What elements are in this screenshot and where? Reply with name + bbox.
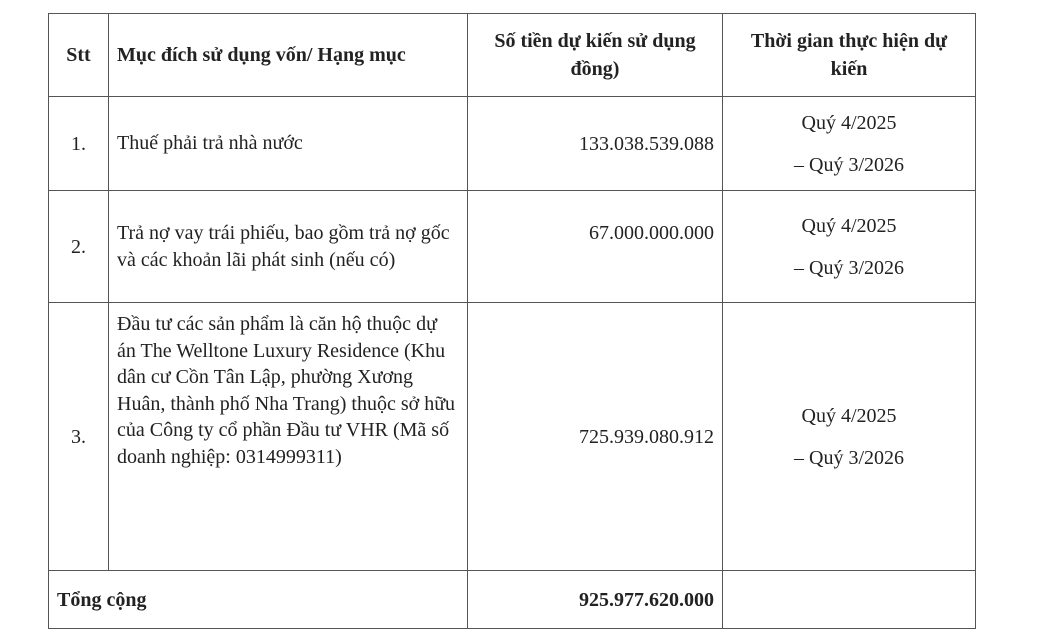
time-from: Quý 4/2025 <box>801 404 897 427</box>
time-to: – Quý 3/2026 <box>794 256 904 279</box>
row-stt: 1. <box>49 97 109 191</box>
row-purpose: Thuế phải trả nhà nước <box>109 97 468 191</box>
table-row <box>49 191 976 303</box>
total-amount: 925.977.620.000 <box>468 571 723 629</box>
total-row <box>49 571 976 629</box>
header-stt: Stt <box>49 14 109 97</box>
row-stt: 2. <box>49 191 109 303</box>
table-row <box>49 97 976 191</box>
capital-usage-table <box>48 13 976 629</box>
total-time-empty <box>723 571 976 629</box>
row-purpose: Đầu tư các sản phẩm là căn hộ thuộc dự án The Welltone Luxury Residence (Khu dân cư Cồn Tân Lập, phường Xương Huân, thành phố Nha Trang) thuộc sở hữu của Công ty cổ phần Đầu tư VHR (Mã số doanh nghiệp: 0314999311) <box>109 303 468 571</box>
total-label: Tổng cộng <box>49 571 468 629</box>
row-time <box>723 303 976 571</box>
header-time: Thời gian thực hiện dự kiến <box>723 14 976 97</box>
table-header-row <box>49 14 976 97</box>
row-purpose: Trả nợ vay trái phiếu, bao gồm trả nợ gốc và các khoản lãi phát sinh (nếu có) <box>109 191 468 303</box>
table-row <box>49 303 976 571</box>
time-to: – Quý 3/2026 <box>794 153 904 176</box>
header-purpose: Mục đích sử dụng vốn/ Hạng mục <box>109 14 468 97</box>
time-to: – Quý 3/2026 <box>794 446 904 469</box>
time-from: Quý 4/2025 <box>801 214 897 237</box>
row-amount: 67.000.000.000 <box>468 191 723 303</box>
row-time <box>723 97 976 191</box>
row-amount: 725.939.080.912 <box>468 303 723 571</box>
time-from: Quý 4/2025 <box>801 111 897 134</box>
row-stt: 3. <box>49 303 109 571</box>
header-amount: Số tiền dự kiến sử dụng đồng) <box>468 14 723 97</box>
row-amount: 133.038.539.088 <box>468 97 723 191</box>
row-time <box>723 191 976 303</box>
